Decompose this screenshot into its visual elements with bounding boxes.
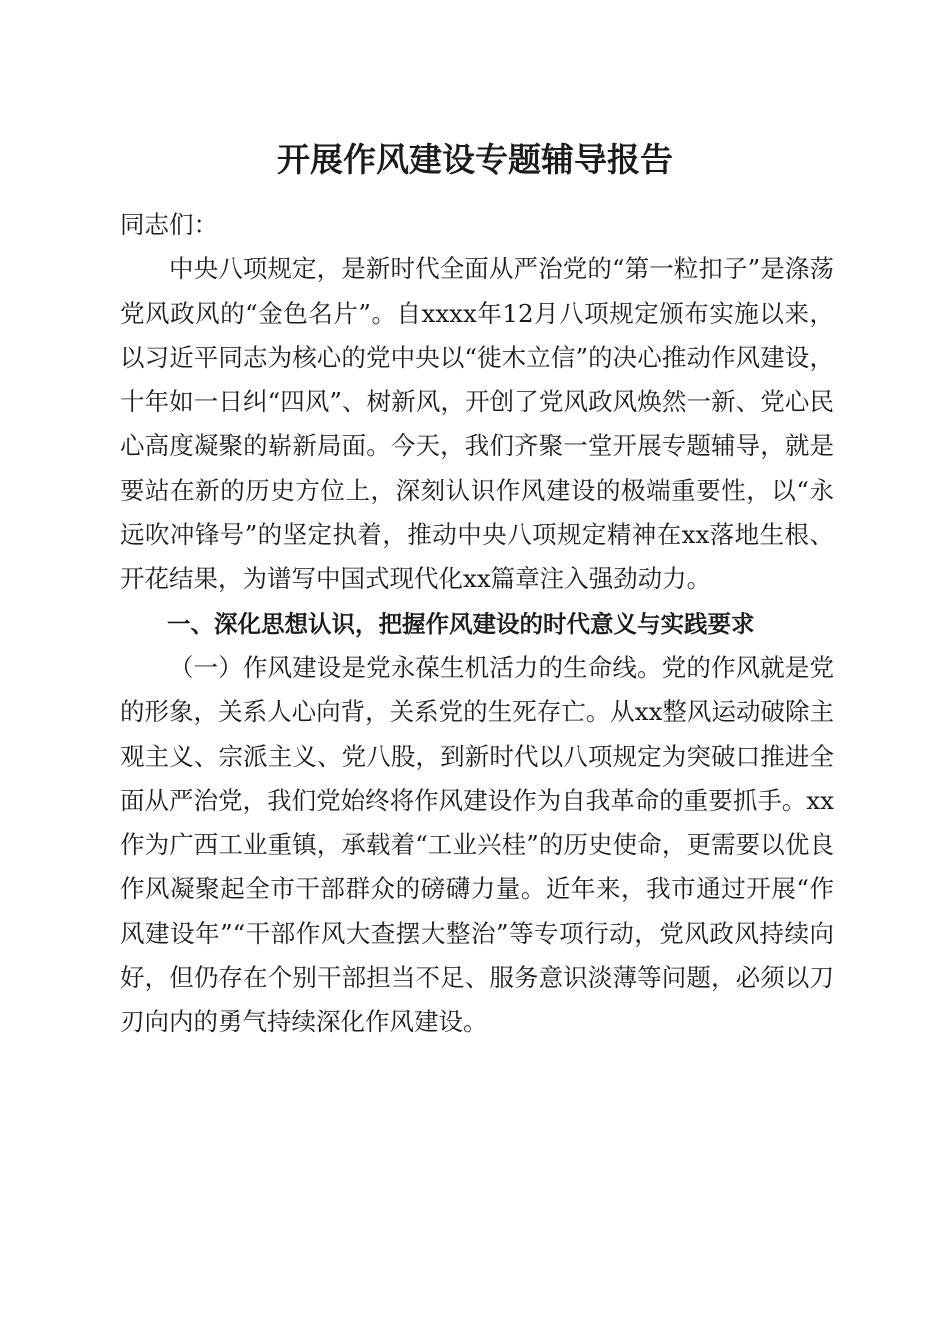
salutation: 同志们： [120, 210, 218, 239]
paragraph-subsection-1: （一）作风建设是党永葆生机活力的生命线。党的作风就是党的形象，关系人心向背，关系党的生死存亡。从xx整风运动破除主观主义、宗派主义、党八股，到新时代以八项规定为突破口推进全面从严治党，我们党始终将作风建设作为自我革命的重要抓手。xx作为广西工业重镇，承载着“工业兴桂”的历史使命，更需要以优良作风凝聚起全市干部群众的磅礴力量。近年来，我市通过开展“作风建设年”“干部作风大查摆大整治”等专项行动，党风政风持续向好，但仍存在个别干部担当不足、服务意识淡薄等问题，必须以刀刃向内的勇气持续深化作风建设。 [120, 652, 834, 1037]
document-body [120, 203, 834, 1045]
paragraph-intro: 中央八项规定，是新时代全面从严治党的“第一粒扣子”是涤荡党风政风的“金色名片”。自xxxx年12月八项规定颁布实施以来，以习近平同志为核心的党中央以“徙木立信”的决心推动作风建设，十年如一日纠“四风”、树新风，开创了党风政风焕然一新、党心民心高度凝聚的崭新局面。今天，我们齐聚一堂开展专题辅导，就是要站在新的历史方位上，深刻认识作风建设的极端重要性，以“永远吹冲锋号”的坚定执着，推动中央八项规定精神在xx落地生根、开花结果，为谱写中国式现代化xx篇章注入强劲动力。 [120, 254, 834, 594]
document-title: 开展作风建设专题辅导报告 [277, 140, 673, 179]
section-heading-1: 一、深化思想认识，把握作风建设的时代意义与实践要求 [167, 609, 755, 638]
